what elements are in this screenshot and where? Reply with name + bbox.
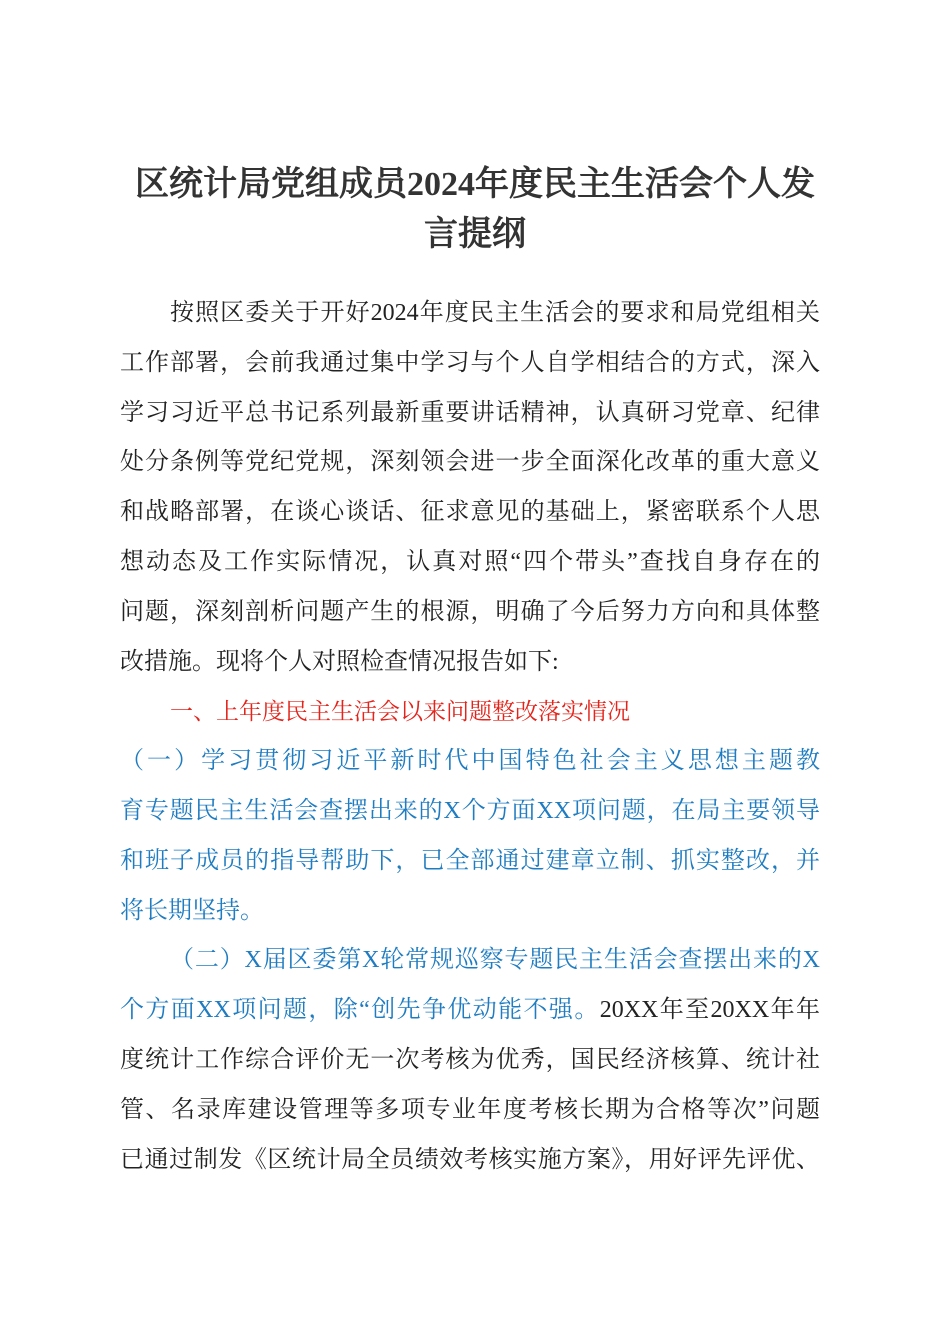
document-body <box>120 289 820 1185</box>
text-line: 已通过制发《区统计局全员绩效考核实施方案》，用好评先评优、 <box>120 1146 820 1173</box>
text-line: 育专题民主生活会查摆出来的X个方面XX项问题，在局主要领导 <box>120 797 820 824</box>
text-line: 处分条例等党纪党规，深刻领会进一步全面深化改革的重大意义 <box>120 449 820 476</box>
text-line: 管、名录库建设管理等多项专业年度考核长期为合格等次”问题 <box>120 1096 820 1123</box>
text-line: 想动态及工作实际情况，认真对照“四个带头”查找自身存在的 <box>120 548 820 575</box>
plain-text: 20XX年至20XX年年 <box>599 997 820 1024</box>
subsection-2 <box>120 936 820 1185</box>
intro-paragraph <box>120 289 820 687</box>
title-line-2: 言提纲 <box>424 216 526 253</box>
text-line <box>120 986 820 1036</box>
section-heading: 一、上年度民主生活会以来问题整改落实情况 <box>170 698 630 725</box>
highlighted-text: 个方面XX项问题，除“创先争优动能不强。 <box>120 997 600 1024</box>
text-line: 工作部署，会前我通过集中学习与个人自学相结合的方式，深入 <box>120 349 820 376</box>
text-line: 度统计工作综合评价无一次考核为优秀，国民经济核算、统计社 <box>120 1046 820 1073</box>
document-title <box>100 160 850 260</box>
text-line: 和战略部署，在谈心谈话、征求意见的基础上，紧密联系个人思 <box>120 499 820 526</box>
subsection-1 <box>120 737 820 936</box>
text-line: 将长期坚持。 <box>120 897 264 924</box>
text-line: 按照区委关于开好2024年度民主生活会的要求和局党组相关 <box>170 300 820 326</box>
title-line-1: 区统计局党组成员2024年度民主生活会个人发 <box>135 166 815 203</box>
text-line: 学习习近平总书记系列最新重要讲话精神，认真研习党章、纪律 <box>120 399 820 426</box>
text-line: 和班子成员的指导帮助下，已全部通过建章立制、抓实整改，并 <box>120 847 820 874</box>
text-line: 改措施。现将个人对照检查情况报告如下: <box>120 648 559 675</box>
text-line: （二）X届区委第X轮常规巡察专题民主生活会查摆出来的X <box>170 947 820 974</box>
text-line: （一）学习贯彻习近平新时代中国特色社会主义思想主题教 <box>120 748 820 775</box>
text-line: 问题，深刻剖析问题产生的根源，明确了今后努力方向和具体整 <box>120 598 820 625</box>
